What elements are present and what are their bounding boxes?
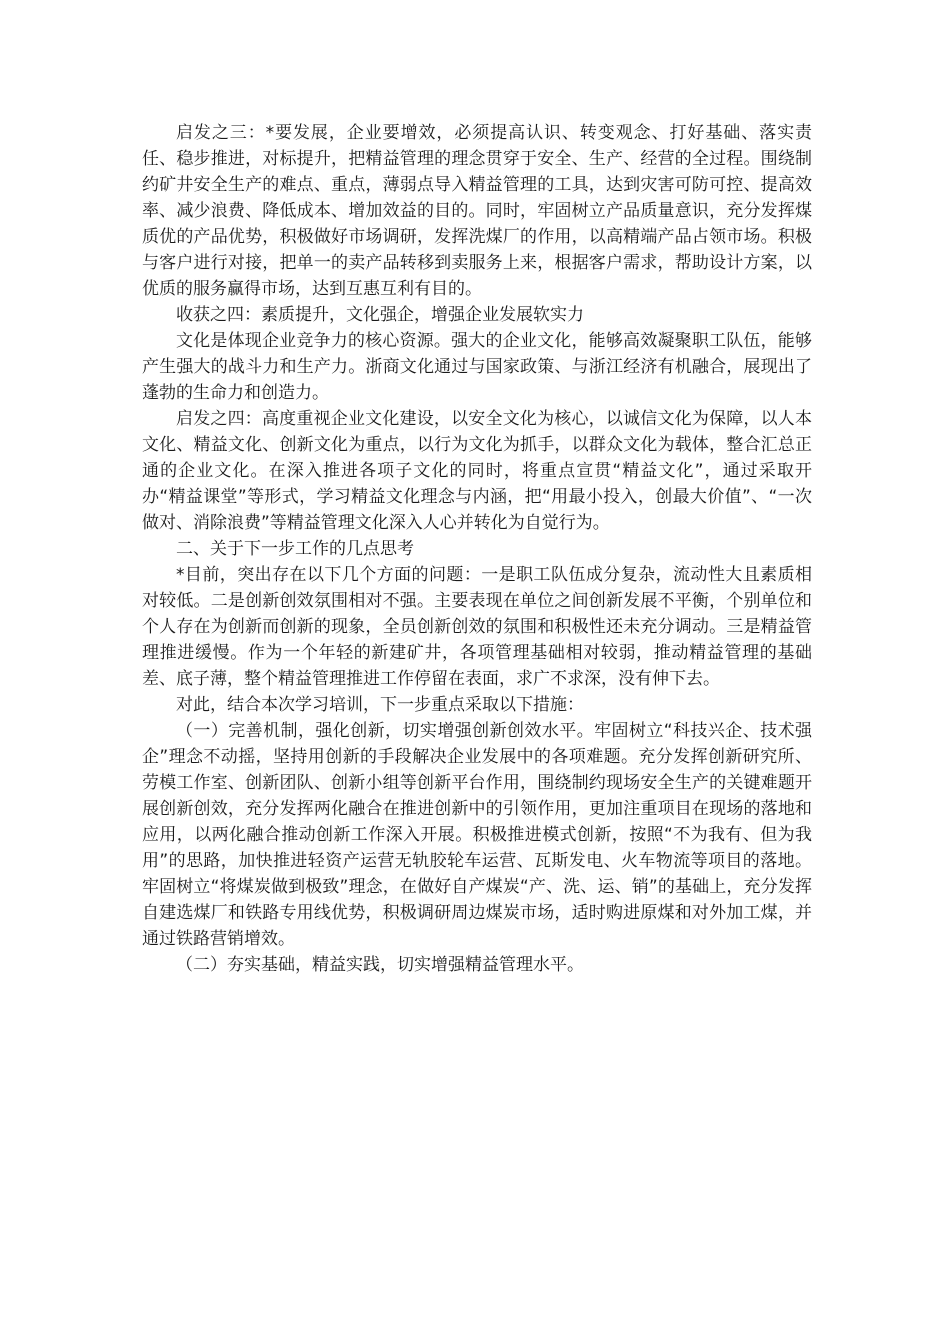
document-body <box>142 120 812 978</box>
paragraph-measure-1: （一）完善机制，强化创新，切实增强创新创效水平。牢固树立“科技兴企、技术强企”理念不动摇，坚持用创新的手段解决企业发展中的各项难题。充分发挥创新研究所、劳模工作室、创新团队、创新小组等创新平台作用，围绕制约现场安全生产的关键难题开展创新创效，充分发挥两化融合在推进创新中的引领作用，更加注重项目在现场的落地和应用，以两化融合推动创新工作深入开展。积极推进模式创新，按照“不为我有、但为我用”的思路，加快推进轻资产运营无轨胶轮车运营、瓦斯发电、火车物流等项目的落地。牢固树立“将煤炭做到极致”理念，在做好自产煤炭“产、洗、运、销”的基础上，充分发挥自建选煤厂和铁路专用线优势，积极调研周边煤炭市场，适时购进原煤和对外加工煤，并通过铁路营销增效。 <box>142 721 812 949</box>
paragraph-culture: 文化是体现企业竞争力的核心资源。强大的企业文化，能够高效凝聚职工队伍，能够产生强大的战斗力和生产力。浙商文化通过与国家政策、与浙江经济有机融合，展现出了蓬勃的生命力和创造力。 <box>142 331 812 403</box>
paragraph-measures-intro: 对此，结合本次学习培训，下一步重点采取以下措施： <box>176 695 584 715</box>
paragraph-measure-2: （二）夯实基础，精益实践，切实增强精益管理水平。 <box>176 955 584 975</box>
section-heading-2: 二、关于下一步工作的几点思考 <box>176 539 414 559</box>
paragraph-inspiration-3: 启发之三：*要发展，企业要增效，必须提高认识、转变观念、打好基础、落实责任、稳步推进，对标提升，把精益管理的理念贯穿于安全、生产、经营的全过程。围绕制约矿井安全生产的难点、重点，薄弱点导入精益管理的工具，达到灾害可防可控、提高效率、减少浪费、降低成本、增加效益的目的。同时，牢固树立产品质量意识，充分发挥煤质优的产品优势，积极做好市场调研，发挥洗煤厂的作用，以高精端产品占领市场。积极与客户进行对接，把单一的卖产品转移到卖服务上来，根据客户需求，帮助设计方案，以优质的服务赢得市场，达到互惠互利有目的。 <box>142 123 812 299</box>
paragraph-inspiration-4: 启发之四：高度重视企业文化建设，以安全文化为核心，以诚信文化为保障，以人本文化、精益文化、创新文化为重点，以行为文化为抓手，以群众文化为载体，整合汇总正通的企业文化。在深入推进各项子文化的同时，将重点宣贯“精益文化”，通过采取开办“精益课堂”等形式，学习精益文化理念与内涵，把“用最小投入，创最大价值”、“一次做对、消除浪费”等精益管理文化深入人心并转化为自觉行为。 <box>142 409 812 533</box>
heading-gain-4: 收获之四：素质提升，文化强企，增强企业发展软实力 <box>176 305 584 325</box>
paragraph-problems: *目前，突出存在以下几个方面的问题：一是职工队伍成分复杂，流动性大且素质相对较低。二是创新创效氛围相对不强。主要表现在单位之间创新发展不平衡，个别单位和个人存在为创新而创新的现象，全员创新创效的氛围和积极性还未充分调动。三是精益管理推进缓慢。作为一个年轻的新建矿井，各项管理基础相对较弱，推动精益管理的基础差、底子薄，整个精益管理推进工作停留在表面，求广不求深，没有伸下去。 <box>142 565 812 689</box>
